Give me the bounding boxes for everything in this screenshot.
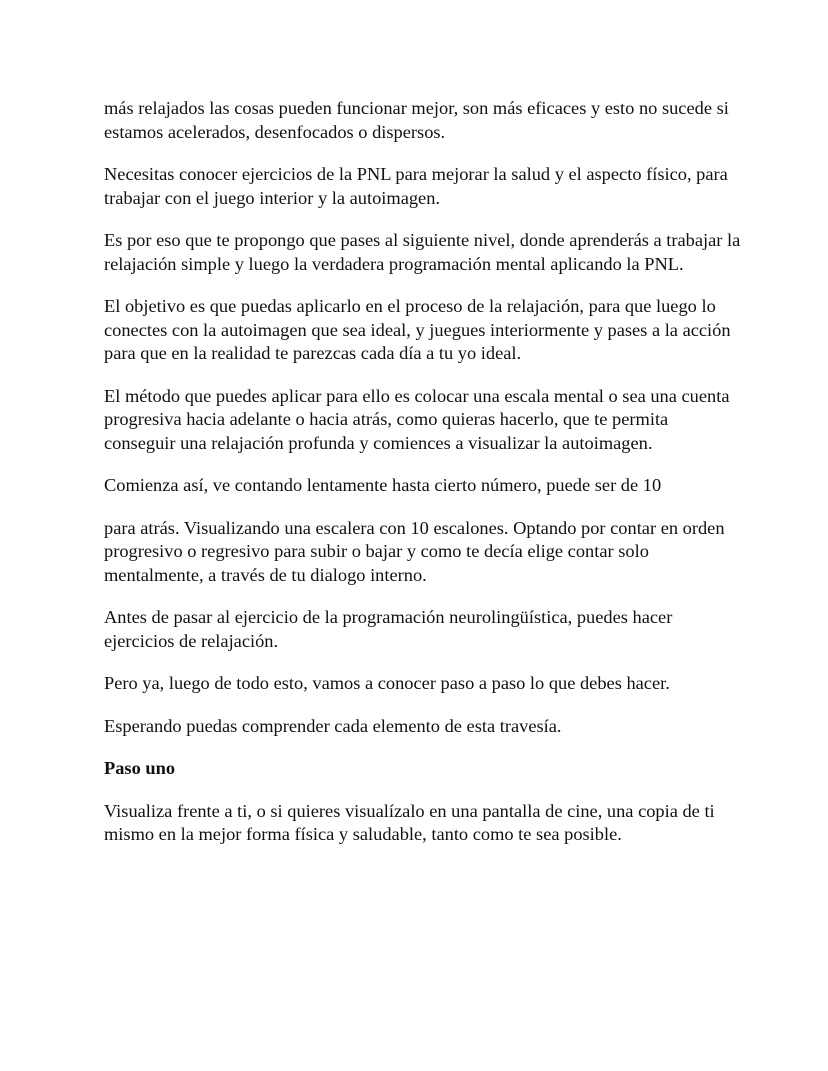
paragraph-7: para atrás. Visualizando una escalera con 10 escalones. Optando por contar en orden progresivo o regresivo para subir o bajar y como te decía elige contar solo mentalmente, a través de tu dialogo interno.: [104, 517, 725, 585]
paragraph-8: Antes de pasar al ejercicio de la programación neurolingüística, puedes hacer ejercicios de relajación.: [104, 607, 673, 651]
paragraph-2: Necesitas conocer ejercicios de la PNL para mejorar la salud y el aspecto físico, para trabajar con el juego interior y la autoimagen.: [104, 164, 728, 208]
section-paragraph: Visualiza frente a ti, o si quieres visualízalo en una pantalla de cine, una copia de ti mismo en la mejor forma física y saludable, tanto como te sea posible.: [104, 800, 715, 844]
paragraph-9: Pero ya, luego de todo esto, vamos a conocer paso a paso lo que debes hacer.: [104, 673, 670, 693]
section-heading: Paso uno: [104, 758, 176, 778]
paragraph-4: El objetivo es que puedas aplicarlo en el proceso de la relajación, para que luego lo conectes con la autoimagen que sea ideal, y juegues interiormente y pases a la acción para que en la realidad te parezcas cada día a tu yo ideal.: [104, 296, 731, 363]
paragraph-3: Es por eso que te propongo que pases al siguiente nivel, donde aprenderás a trabajar la relajación simple y luego la verdadera programación mental aplicando la PNL.: [104, 230, 741, 274]
paragraph-10: Esperando puedas comprender cada elemento de esta travesía.: [104, 715, 562, 736]
paragraph-5: El método que puedes aplicar para ello es colocar una escala mental o sea una cuenta progresiva hacia adelante o hacia atrás, como quieras hacerlo, que te permita conseguir una relajación profunda y comiences a visualizar la autoimagen.: [104, 385, 730, 453]
paragraph-1: más relajados las cosas pueden funcionar mejor, son más eficaces y esto no sucede si estamos acelerados, desenfocados o dispersos.: [104, 98, 729, 142]
document-page: [104, 97, 744, 866]
paragraph-6: Comienza así, ve contando lentamente hasta cierto número, puede ser de 10: [104, 475, 662, 495]
